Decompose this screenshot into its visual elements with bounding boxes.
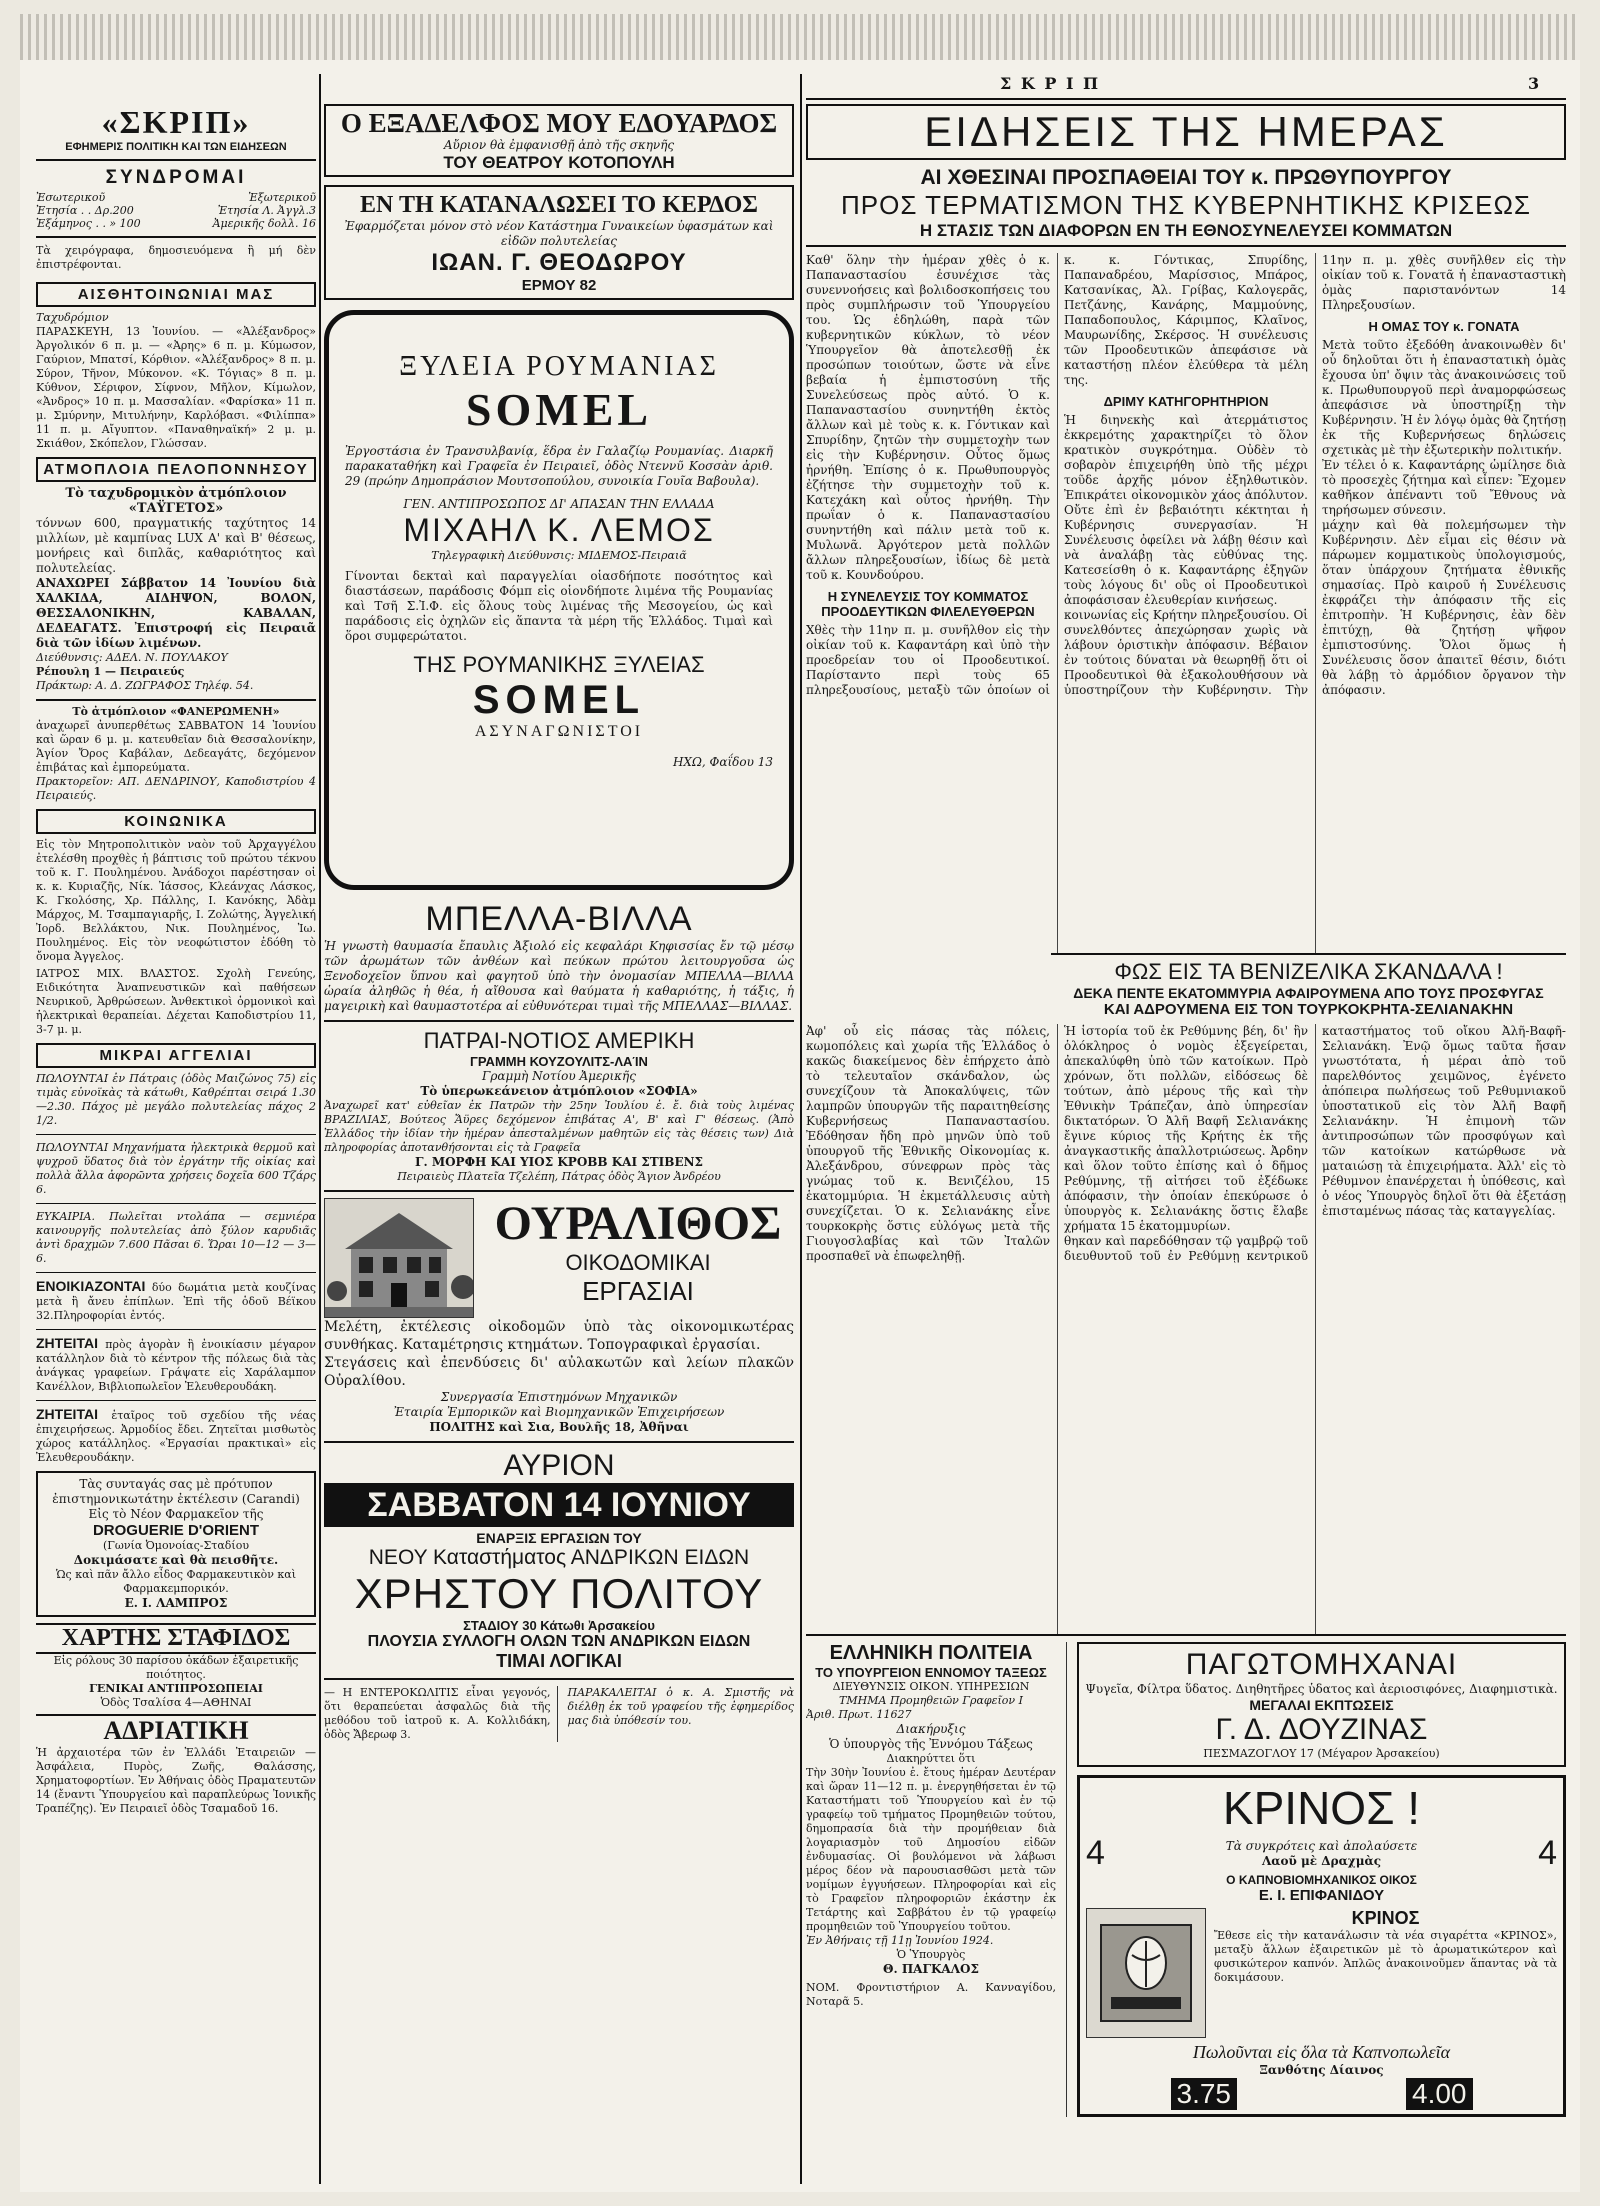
story-para-5: Μετὰ τοῦτο ἐξεδόθη ἀνακοινωθὲν δι' οὗ δηλοῦται ὅτι ἡ ἐπαναστατικὴ ὁμὰς ἔχουσα ὑπ' ὄψιν τὰς ἀνακοινώσεις τοῦ κ. Πρωθυπουργοῦ περὶ ἀναμορφώσεως ἀπεφάσισε νὰ ὑποστηρίξῃ τὴν Κυβέρνησιν. Ἡ ἐν λόγῳ ὁμὰς θὰ ζητήσῃ ἐκ τῆς Κυβερνήσεως δηλώσεις σχετικὰς μὲ τὴν ἐξωτερικὴν πολιτικήν.	[1322, 338, 1566, 457]
subs-row1-right: Ἐτησία Λ. Ἀγγλ.3	[217, 204, 316, 217]
small-ad-4-head: ΕΝΟΙΚΙΑΖΟΝΤΑΙ	[36, 1278, 146, 1294]
venizel-para-1: Ἀφ' οὗ εἰς πάσας τὰς πόλεις, κωμοπόλεις καὶ χωρία τῆς Ἑλλάδος ὁ κακῶς διακείμενος δὲν ἐπήρχετο ἀπὸ τὸ τελευταῖον σκάνδαλον, ὡς συνεχίζουν τὰ Ἀποκαλύψεις, τῶν λαμπρῶν ὑπουργῶν τῆς παραιτηθείσης Κυβερνήσεως Παπαναστασίου. Ἐδόθησαν ἤδη πρὸ μηνῶν ὑπὸ τοῦ ὑπουργοῦ τῆς Ἐθνικῆς Οἰκονομίας κ. Ἀλεξάνδρου, σύνεφρων πρὸς τὰς γνώμας τοῦ κ. Βενιζέλου, 15 ἑκατομμύρια. Ἡ ἐκμετάλλευσις αὐτὴ συνεχίζεται. Ὁ κ. Σελιανάκης εἶνε τουρκοκρὴς ὅστις εὐλόγως μετὰ τῆς Γιουγοσλαβίας καὶ τῶν Ἰταλῶν προσπαθεῖ νὰ ἐπωφεληθῇ.	[806, 1024, 1050, 1263]
state-sub-3: ΤΜΗΜΑ Προμηθειῶν Γραφεῖον Ι	[839, 1694, 1023, 1707]
somel-of: ΤΗΣ ΡΟΥΜΑΝΙΚΗΣ ΞΥΛΕΙΑΣ	[413, 652, 705, 677]
politis-tomorrow: ΑΥΡΙΟΝ	[503, 1449, 615, 1482]
politis-store: ΝΕΟΥ Καταστήματος ΑΝΔΡΙΚΩΝ ΕΙΔΩΝ	[368, 1546, 750, 1569]
politis-open: ΕΝΑΡΞΙΣ ΕΡΓΑΣΙΩΝ ΤΟΥ	[476, 1530, 642, 1546]
krinos-line: Τὰ συγκρότεις καὶ ἀπολαύσετε	[1225, 1838, 1418, 1853]
patras-sub: Γραμμὴ Νοτίου Ἀμερικῆς	[482, 1069, 636, 1083]
small-ad-4: δύο δωμάτια μετὰ κουζίνας μετὰ ἢ ἄνευ ἐπίπλων. Ἐπὶ τῆς ὁδοῦ Βέϊκου 32.Πληροφορίαι ἐντός.	[36, 1281, 316, 1322]
small-ad-3: ΕΥΚΑΙΡΙΑ. Πωλεῖται ντολάπα — σεμνιέρα καινουργῆς πολυτελείας ἀπὸ ξύλον καρυδιᾶς ἀντὶ δραχμῶν 7.600 Πᾶσαι 6. Ὥραι 10—12 — 3—6.	[36, 1210, 316, 1265]
raisin-paper-title: ΧΑΡΤΗΣ ΣΤΑΦΙΔΟΣ	[36, 1623, 316, 1654]
ouralithos-company: Ἐταιρία Ἐμπορικῶν καὶ Βιομηχανικῶν Ἐπιχειρήσεων	[393, 1405, 725, 1419]
small-ad-6-head: ΖΗΤΕΙΤΑΙ	[36, 1406, 98, 1422]
subs-domestic-head: Ἐσωτερικοῦ	[36, 191, 106, 204]
column-right	[806, 104, 1566, 2174]
profit-title: ΕΝ ΤΗ ΚΑΤΑΝΑΛΩΣΕΙ ΤΟ ΚΕΡΔΟΣ	[360, 192, 758, 218]
running-header: Σ Κ Ρ Ι Π	[1000, 74, 1101, 93]
ice-text: Ψυγεῖα, Φίλτρα ὕδατος. Διηθητῆρες ὑδατος καὶ ἀεριοσιφόνες, Διαφημιστικὰ.	[1085, 1682, 1558, 1696]
subs-row2-right: Ἀμερικῆς δολλ. 16	[212, 217, 316, 230]
story-para-3: Ἡ διηνεκὴς καὶ ἀτερμάτιστος ἐκκρεμότης χαρακτηρίζει τὸ ὅλον κρατικὸν συγκρότημα. Οὐδὲν τὸ σοβαρὸν ἐπιχειρήθη ὑπὸ τῆς μέχρι τοῦδε ἀρχῆς μόνον ἐξηλθωτικὸν. Ἐπικράτει οἰκονομικὸν χάος ἀπόλυτον. Οὔτε ἐπὶ ἐν βεβαιότητι κέκτηται ἡ Κυβέρνησις συνεργασίαν. Ἡ Συνέλευσις ὀφείλει νὰ λάβῃ θέσιν καὶ νὰ ἀναλάβῃ τὰς εὐθύνας της. Κατεσείσθη ὁ κ. Καφαντάρης ἐξηγῶν τοὺς λόγους δι' οὓς οἱ Προοδευτικοὶ ἀποφάσισαν ἐλευθερίαν κινήσεως.	[1064, 413, 1308, 607]
small-ad-1: ΠΩΛΟΥΝΤΑΙ ἐν Πάτραις (ὁδὸς Μαιζώνος 75) εἰς τιμὰς εὐνοϊκὰς τὰ κάτωθι, Καθρέπται σειρά 1.30—2.30. Πάχος μὲ μεγάλο πολυτελείας πάχος 2 1/2.	[36, 1072, 316, 1127]
krinos-types: Ξανθότης Δίαινος	[1259, 2063, 1384, 2077]
profit-address: ΕΡΜΟΥ 82	[521, 277, 597, 294]
state-declares: Διακηρύττει ὅτι	[886, 1752, 976, 1765]
raisin-paper-address: Ὁδὸς Τσαλίσα 4—ΑΘΗΝΑΙ	[100, 1696, 252, 1709]
masthead-subtitle: ΕΦΗΜΕΡΙΣ ΠΟΛΙΤΙΚΗ ΚΑΙ ΤΩΝ ΕΙΔΗΣΕΩΝ	[65, 141, 287, 153]
column-divider-1	[319, 74, 321, 2184]
faneromeni-agent: Πρακτορεῖον: ΑΠ. ΔΕΝΔΡΙΝΟΥ, Καποδιστρίου 4 Πειραιεύς.	[36, 775, 316, 802]
ouralithos-text-2: Στεγάσεις καὶ ἐπενδύσεις δι' αὐλακωτῶν καὶ λείων πλακῶν Οὐραλίθου.	[324, 1355, 794, 1389]
state-body: Τὴν 30ὴν Ἰουνίου ἐ. ἔτους ἡμέραν Δευτέραν καὶ ὥραν 11—12 π. μ. ἐνεργηθήσεται ἐν τῷ Καταστήματι τοῦ Ὑπουργείου καὶ ἐν τῷ γραφείῳ τοῦ τμήματος Προμηθειῶν τούτου, δημοπρασία διὰ τὴν προμήθειαν διὰ λογαριασμὸν τοῦ Δημοσίου εἰδῶν ἐνδυμασίας. Οἱ βουλόμενοι νὰ λάβωσι μέρος δέον νὰ παρουσιασθῶσι μετὰ τῶν νομίμων ἐγγυήσεων. Πληροφορίαι καὶ εἰς τὸ Γραφεῖον πληροφοριῶν ἑκάστην ἐκ Τετάρτης καὶ Σαββάτου ἐν τῷ γραφείῳ προμηθειῶν τοῦ Ὑπουργείου τοῦτου.	[806, 1766, 1056, 1933]
somel-echo: ΗΧΩ, Φαΐδου 13	[672, 755, 773, 769]
krinos-sell: Πωλοῦνται εἰς ὅλα τὰ Καπνοπωλεῖα	[1192, 2042, 1451, 2062]
small-ad-5: πρὸς ἀγορὰν ἢ ἐνοικίασιν μέγαρον κατάλληλον διὰ τὸ κέντρον τῆς πόλεως διὰ τὰς ἀνάγκας γραφείων. Γράψατε εἰς Χαράλαμπον Κανέλλον, Βιβλιοπωλεῖον Ἐλευθερουδάκη.	[36, 1338, 316, 1393]
story-para-1: Καθ' ὅλην τὴν ἡμέραν χθὲς ὁ κ. Παπαναστασίου ἐσυνέχισε τὰς συνεννοήσεις καὶ βολιδοσκοπήσεις του πρὸς συμπλήρωσιν τοῦ Ὑπουργείου του. Ὡς ἐδηλώθη, παρὰ τῶν κυβερνητικῶν κύκλων, τὸ νέον Ὑπουργεῖον θὰ ἀποτελεσθῇ ἐκ προσώπων τοιούτων, ὥστε νὰ εἶνε βεβαία ἡ ἐμπιστοσύνη τῆς Συνελεύσεως πρὸς αὐτό. Ὁ κ. Παπαναστασίου συνηντήθη ἐκτὸς ἄλλων καὶ μὲ τοὺς κ. κ. Γόντικαν καὶ Σπυρίδην, ζητῶν τὴν συμμετοχὴν των εἰς τὴν Κυβέρνησιν. Οὗτος ὅμως ἠρνήθη. Ἐπίσης ὁ κ. Πρωθυπουργὸς ἐζήτησε τὴν συμμετοχὴν τοῦ κ. Κατεχάκη καὶ οὗτος ἠρνήθη. Τὴν πρωΐαν ὁ κ. Παπαναστασίου συνηντήθη καὶ πάλιν μετὰ τοῦ κ. Μυλωνᾶ. Ἀργότερον μετὰ πολλῶν ἄλλων πληρεξουσίων, ἰδίως δὲ μετὰ τοῦ κ. Κουνδούρου.	[806, 253, 1050, 582]
column-middle	[324, 104, 794, 2174]
patras-agent: Γ. ΜΟΡΦΗ ΚΑΙ ΥΙΟΣ ΚΡΟΒΒ ΚΑΙ ΣΤΙΒΕΝΣ	[414, 1155, 704, 1169]
ouralithos-coop: Συνεργασία Ἐπιστημόνων Μηχανικῶν	[440, 1390, 678, 1404]
profit-ad	[324, 185, 794, 300]
politis-ad	[324, 1449, 794, 1672]
society-title: ΑΙΣΘΗΤΟΙΝΩΝΙΑΙ ΜΑΣ	[36, 282, 316, 307]
column-divider-2	[800, 74, 802, 2184]
adriatic-text: Ἡ ἀρχαιοτέρα τῶν ἐν Ἑλλάδι Ἐταιρειῶν — Ἀσφάλεια, Πυρὸς, Ζωῆς, Θαλάσσης, Χρηματοφορτίων. Ἐν Ἀθήναις ὁδὸς Πραματευτῶν 14 (ἔναντι Ὑπουργείου καὶ παραπλεύρως Ἰονικῆς Τραπέζης). Ἐν Πειραιεῖ ὁδὸς Τσαμαδοῦ 16.	[36, 1746, 316, 1815]
state-declaration: Διακήρυξις	[896, 1722, 966, 1736]
pharmacy-line: Εἰς τὸ Νέον Φαρμακεῖον τῆς	[88, 1507, 264, 1521]
state-notice	[806, 1642, 1056, 2117]
state-sub-2: ΔΙΕΥΘΥΝΣΙΣ ΟΙΚΟΝ. ΥΠΗΡΕΣΙΩΝ	[832, 1680, 1030, 1693]
ice-ad	[1077, 1642, 1566, 1767]
header-rule	[806, 98, 1566, 100]
ice-owner: Γ. Δ. ΔΟΥΖΙΝΑΣ	[1215, 1713, 1428, 1746]
ouralithos-title: ΟΥΡΑΛΙΘΟΣ	[494, 1197, 782, 1250]
patras-text: Ἀναχωρεῖ κατ' εὐθεῖαν ἐκ Πατρῶν τὴν 25ην Ἰουλίου ἐ. ἔ. διὰ τοὺς λιμένας ΒΡΑΖΙΛΙΑΣ, Βούτεος Ἄϋρες δεχόμενον ἐπιβάτας Α', Β' καὶ Γ' θέσεως. (Ἀπὸ Ἑλλάδος τὴν ἰδίαν τὴν ἡμέραν ἀπεσταλμένων μαθητῶν εἰς τὰς θέσεις των) Διὰ πληροφορίας ἀποτανθήσονται εἰς τὰ Γραφεῖα	[324, 1099, 794, 1154]
ouralithos-address: ΠΟΛΙΤΗΣ καὶ Σια, Βουλῆς 18, Ἀθῆναι	[429, 1420, 689, 1434]
politis-prices: ΤΙΜΑΙ ΛΟΓΙΚΑΙ	[496, 1651, 622, 1671]
state-sign: Ὁ Ὑπουργὸς	[896, 1948, 966, 1961]
small-ad-6: ἑταῖρος τοῦ σχεδίου τῆς νέας ἐπιχειρήσεως. Ἀρμοδίος ἔδει. Ζητεῖται μισθωτὸς χώρος κατάλληλος. «Ἐργασίαι πρακτικαὶ» εἰς Ἐλευθερουδάκην.	[36, 1409, 316, 1464]
footer-right-note: ΠΑΡΑΚΑΛΕΙΤΑΙ ὁ κ. Α. Σμιστῆς νὰ διέλθῃ ἐκ τοῦ γραφείου τῆς ἐφημερίδος μας διὰ ὑπόθεσίν του.	[567, 1686, 794, 1727]
profit-text: Ἐφαρμόζεται μόνον στὸ νέον Κατάστημα Γυναικείων ὑφασμάτων καὶ εἰδῶν πολυτελείας	[344, 219, 774, 248]
somel-title: ΞΥΛΕΙΑ ΡΟΥΜΑΝΙΑΣ	[399, 351, 719, 382]
theatre-sub: Αὔριον θὰ ἐμφανισθῇ ἀπὸ τῆς σκηνῆς	[443, 138, 675, 152]
ouralithos-sub: ΟΙΚΟΔΟΜΙΚΑΙ	[565, 1250, 711, 1275]
krinos-left-number: 4	[1086, 1834, 1105, 1872]
venizel-story	[1051, 953, 1566, 1018]
politis-address: ΣΤΑΔΙΟΥ 30 Κάτωθι Ἀρσακείου	[463, 1618, 655, 1633]
ice-address: ΠΕΣΜΑΖΟΓΛΟΥ 17 (Μέγαρον Ἀρσακείου)	[1203, 1747, 1440, 1760]
krinos-price-1: 3.75	[1171, 2078, 1238, 2110]
faneromeni-text: ἀναχωρεῖ ἀνυπερθέτως ΣΑΒΒΑΤΟΝ 14 Ἰουνίου καὶ ὥραν 6 μ. μ. κατευθεῖαν διὰ Θεσσαλονίκην, Ἁγίον Ὄρος Καβάλαν, Δεδεαγάτς, δεχόμενον ἐπιβάτας καὶ ἐμπορεύματα.	[36, 719, 316, 774]
krinos-text: Ἔθεσε εἰς τὴν κατανάλωσιν τὰ νέα σιγαρέττα «ΚΡΙΝΟΣ», μεταξὺ ἄλλων ἐξαιρετικῶν μὲ τὸ ἀρωματικώτερον καὶ φυσικώτερον καπνόν. Ἁπλῶς ἀνακοινοῦμεν ἅπαντας νὰ τὰ δοκιμάσουν.	[1214, 1929, 1557, 1984]
venizel-body	[806, 1024, 1566, 1634]
story-para-7: μάχην καὶ θὰ πολεμήσωμεν τὴν Κυβέρνησιν. Δὲν εἶμαι εἰς θέσιν νὰ πάρωμεν κομματικοὺς ὑπολογισμούς, ὅταν ὑπάρχουν ζητήματα ἐθνικῆς σημασίας. Πρὸ καιροῦ ἡ Συνέλευσις ἐκφράζει τὴν ἀπόφασιν τῆς εἰς ἐπιτροπὴν. Ἡ Κυβέρνησις, ἐὰν δὲν ἐπιτύχῃ, θὰ ζητήσῃ ψῆφον ἐμπιστοσύνης. Ὅλοι ὅμως ἡ Συνέλευσις ὅσον ἀπαιτεῖ θέσιν, διότι θὰ λάβῃ τὸ ἀρμόδιον ὄργανον τὴν ἀπόφασιν.	[1322, 518, 1566, 697]
faneromeni-title: Τὸ ἀτμόπλοιον «ΦΑΝΕΡΩΜΕΝΗ»	[72, 705, 280, 718]
theatre-ad	[324, 104, 794, 177]
venizel-sub: ΔΕΚΑ ΠΕΝΤΕ ΕΚΑΤΟΜΜΥΡΙΑ ΑΦΑΙΡΟΥΜΕΝΑ ΑΠΟ ΤΟΥΣ ΠΡΟΣΦΥΓΑΣ	[1073, 985, 1544, 1001]
raisin-paper-agent: ΓΕΝΙΚΑΙ ΑΝΤΙΠΡΟΣΩΠΕΙΑΙ	[89, 1682, 263, 1695]
krinos-brand: ΚΡΙΝΟΣ	[1351, 1908, 1420, 1928]
profit-owner: ΙΩΑΝ. Γ. ΘΕΟΔΩΡΟΥ	[431, 249, 687, 276]
story-para-6: Ἐν τέλει ὁ κ. Καφαντάρης ὡμίλησε διὰ τὸ προσεχὲς ζήτημα καὶ εἶπεν: Ἔχομεν καθῆκον ἀπέναντι τοῦ Ἔθνους νὰ τηρήσωμεν σύνεσιν.	[1322, 458, 1566, 517]
krinos-owner: Ε. Ι. ΕΠΙΦΑΝΙΔΟΥ	[1258, 1887, 1385, 1904]
social-text: Εἰς τὸν Μητροπολιτικὸν ναὸν τοῦ Ἀρχαγγέλου ἐτελέσθη προχθὲς ἡ βάπτισις τοῦ πρώτου τέκνου τοῦ κ. Γ. Πουλημένου. Ἀνάδοχοι παρέστησαν οἱ κ. κ. Κυριαζῆς, Νίκ. Ἰάσσος, Κλεάνχας Λάσκος, Κ. Γκολόσης, Χρ. Πάλλης, Ι. Κανόκης, Ἀδὰμ Μάρχος, Μ. Τσαμπαγιαρῆς, Ι. Ζολώτης, Ἀγγελική Ἰορδ. Βελλάκτου, Νικ. Πουλημένος, Ἰω. Πουλημένος. Εἰς τὸν νεοφώτιστον ἐδόθη τὸ ὄνομα Ἀγγελος.	[36, 838, 316, 963]
story-para-2: Χθὲς τὴν 11ην π. μ. συνῆλθον εἰς τὴν οἰκίαν τοῦ κ. Καφαντάρη καὶ ὑπὸ τὴν προεδρείαν του οἱ Προοδευτικοί. Παρίσταντο περὶ τοὺς 65 πληρεξουσίους, μεταξὺ τῶν ὁποίων οἱ κ. κ. Γόντικας, Σπυρίδης, Παπαναδρέου, Μαρίσσιος, Μπάρος, Κατσανίκας, Ἀλ. Γρίβας, Καλογερᾶς, Πετζάνης, Κανάρης, Μαμμούνης, Παπαδοπουλος, Κάριμπος, Κλαῖνος, Μαυρωνίδης, Σκέρσος. Ἡ συνέλευσις τῶν Προοδευτικῶν ἀπεφάσισε νὰ καταστήσῃ πλέον ἐλεύθερα τὰ μέλη της.	[806, 253, 1308, 697]
doctor-text: ΙΑΤΡΟΣ ΜΙΧ. ΒΛΑΣΤΟΣ. Σχολὴ Γενεύης, Ειδικότητα Ἀναπνευστικῶν καὶ παθήσεων Νευρικοῦ, Ἀρθρώσεων. Ἀνθεκτικοὶ ὁρμονικοὶ καὶ ἡλεκτρικαὶ θεραπείαι. Δέχεται Καποδιστρίου 11, 3-7 μ. μ.	[36, 967, 316, 1036]
scan-noise-strip	[20, 14, 1580, 60]
ship-address: Ρέπουλη 1 — Πειραιεύς	[36, 665, 185, 678]
column-left	[36, 104, 316, 2174]
somel-ad	[324, 310, 794, 890]
story-subhead-2: ΔΡΙΜΥ ΚΑΤΗΓΟΡΗΤΗΡΙΟΝ	[1103, 394, 1269, 409]
somel-brand: SOMEL	[465, 384, 653, 435]
newspaper-page	[20, 14, 1580, 2192]
ouralithos-sub-2: ΕΡΓΑΣΙΑΙ	[582, 1276, 694, 1306]
subs-row2-left: Ἑξάμηνος . . » 100	[36, 217, 141, 230]
state-number: Ἀριθ. Πρωτ. 11627	[806, 1708, 912, 1721]
news-title: ΕΙΔΗΣΕΙΣ ΤΗΣ ΗΜΕΡΑΣ	[806, 104, 1566, 160]
state-title: ΕΛΛΗΝΙΚΗ ΠΟΛΙΤΕΙΑ	[829, 1642, 1033, 1664]
theatre-title: Ο ΕΞΑΔΕΛΦΟΣ ΜΟΥ ΕΔΟΥΑΡΔΟΣ	[340, 108, 778, 138]
somel-agent: ΓΕΝ. ΑΝΤΙΠΡΟΣΩΠΟΣ ΔΙ' ΑΠΑΣΑΝ ΤΗΝ ΕΛΛΑΔΑ	[403, 497, 715, 511]
society-text: ΠΑΡΑΣΚΕΥΗ, 13 Ἰουνίου. — «Ἀλέξανδρος» Ἀργολικόν 6 π. μ. — «Ἀρης» 6 π. μ. Κύμωσον, Γαύριον, Μπατσί, Κόρθιον. «Ἀλέξανδρος» 8 π. μ. Σύρον, Τῆνον, Μύκονον. «Κ. Τόγιας» 8 π. μ. Κύθνον, Σέριφον, Σίφνον, Μῆλον, Κίμωλον, «Ἀνδρος» 10 π. μ. Μασσαλίαν. «Φαρίσκα» 11 π. μ. Σμύρνην, Μιτυλήνην, Καρλόβασι. «Φιλίππα» 11 π. μ. Αἴγυπτον. «Παναθηναϊκή» 2 μ. μ. Σκιάθον, Σκόπελον, Γλώσσαν.	[36, 325, 316, 450]
story-subhead-3: Η ΟΜΑΣ ΤΟΥ κ. ΓΟΝΑΤΑ	[1368, 319, 1520, 334]
somel-brand-2: SOMEL	[472, 678, 646, 722]
politis-name: ΧΡΗΣΤΟΥ ΠΟΛΙΤΟΥ	[354, 1570, 764, 1617]
politis-collection: ΠΛΟΥΣΙΑ ΣΥΛΛΟΓΗ ΟΛΩΝ ΤΩΝ ΑΝΔΡΙΚΩΝ ΕΙΔΩΝ	[367, 1633, 751, 1650]
ship-ad-title: ΑΤΜΟΠΛΟΙΑ ΠΕΛΟΠΟΝΝΗΣΟΥ	[36, 457, 316, 482]
patras-ship: Τὸ ὑπερωκεάνειον ἀτμόπλοιον «ΣΟΦΙΑ»	[420, 1084, 698, 1098]
state-who: Ὁ ὑπουργὸς τῆς Ἐννόμου Τάξεως	[829, 1737, 1033, 1751]
venizel-para-3: θηκαν καὶ παρεδόθησαν τῷ γαμβρῷ τοῦ διευθυντοῦ τοῦ ἐν Ρεθύμνῃ κεντρικοῦ καταστήματος τοῦ οἴκου Ἀλῆ-Βαφῆ-Σελιανάκη. Ἐνῷ ὅμως ταῦτα ἤσαν γνωστότατα, ἡ μέραι ἀπὸ τοῦ παρελθόντος χειμῶνος, ἐγένετο ἀπόπειρα πωλήσεως τοῦ Ρεθυμνιακοῦ ὑποστατικοῦ εἰς τὸν Ἀλῆ Βαφῆ Σελιανάκην. Ἡ ἐπιμονὴ τῶν ἀντιπροσώπων τῶν προσφύγων καὶ τῶν κατοίκων κατώρθωσε νὰ ματαιώσῃ τὰ ἐπιχειρήματα. Ἀλλ' εἰς τὸ Ρέθυμνον ἐπανέρχεται ἡ ὑπόθεσις, καὶ ὁ νέος Ὑπουργὸς δηλοῖ ὅτι θὰ ἐξετάσῃ ἐπισταμένως πάσας τὰς καταγγελίας.	[1064, 1024, 1566, 1263]
news-head-2: ΠΡΟΣ ΤΕΡΜΑΤΙΣΜΟΝ ΤΗΣ ΚΥΒΕΡΝΗΤΙΚΗΣ ΚΡΙΣΕΩΣ	[841, 190, 1531, 220]
story-subhead-1: Η ΣΥΝΕΛΕΥΣΙΣ ΤΟΥ ΚΟΜΜΑΤΟΣ ΠΡΟΟΔΕΥΤΙΚΩΝ ΦΙΛΕΛΕΥΘΕΡΩΝ	[821, 589, 1035, 619]
venizel-sub-2: ΚΑΙ ΑΔΡΟΥΜΕΝΑ ΕΙΣ ΤΟΝ ΤΟΥΡΚΟΚΡΗΤΑ-ΣΕΛΙΑΝΑΚΗΝ	[1103, 1001, 1514, 1018]
pharmacy-try: Δοκιμάσατε καὶ θὰ πεισθῆτε.	[73, 1553, 279, 1567]
somel-body: Γίνονται δεκταὶ καὶ παραγγελίαι οἱασδήποτε ποσότητος καὶ διαστάσεων, παράδοσις Φόμπ εἰς οἱονδήποτε λιμένα τῆς Ρουμανίας καὶ Τσῆ Σ.Ἰ.Φ. εἰς ὅλους τοὺς λιμένας τῆς Μεσογείου, ὡς καὶ παράδοσις εἰς ὀχηλῶν εἰς ἅπαντα τὰ μέρη τῆς Ἑλλάδος. Τιμαὶ καὶ ὅροι συμφερώτατοι.	[345, 569, 773, 643]
subscriptions-title: ΣΥΝΔΡΟΜΑΙ	[105, 167, 247, 188]
krinos-house: Ο ΚΑΠΝΟΒΙΟΜΗΧΑΝΙΚΟΣ ΟΙΚΟΣ	[1226, 1873, 1417, 1887]
ouralithos-text: Μελέτη, ἐκτέλεσις οἰκοδομῶν ὑπὸ τὰς οἰκονομικωτέρας συνθήκας. Καταμέτρησις κτημάτων. Τοπογραφικαὶ ἐργασίαι.	[324, 1319, 794, 1353]
footer-print-note: ΝΟΜ. Φροντιστήριον Α. Κανναγίδου, Νοταρᾶ 5.	[806, 1981, 1056, 2008]
story-para-4: κοινωνίας εἰς Κρήτην πληρεξουσίου. Οἱ συνελθόντες ἀπεχώρησαν χωρὶς νὰ λάβουν ὁριστικὴν ἀπόφασιν. Βέβαιον ἐν τούτοις δύναται νὰ θεωρηθῇ ὅτι οἱ Προοδευτικοὶ θὰ ἐξακολουθήσουν νὰ ὑποστηρίζουν τὴν Κυβέρνησιν. Τὴν 11ην π. μ. χθὲς συνῆλθεν εἰς τὴν οἰκίαν τοῦ κ. Γονατᾶ ἡ ἐπανασταστικὴ ὁμὰς παριστανόντων 14 Πληρεξουσίων.	[1064, 253, 1566, 697]
venizel-para-2: Ἡ ἱστορία τοῦ ἐκ Ρεθύμνης βέη, δι' ἣν ὁλόκληρος ὁ νομὸς ἐξεγείρεται, ἀπεκαλύφθη ὑπὸ τῶν κατοίκων. Πρὸ χρόνων, ὅτι πολλῶν, εἰδόσεως δὲ τούτων, ἀπὸ μέρους τῆς καὶ τὴν Ἐθνικὴν Τράπεζαν, ἀπὸ ὑπηρεσίαν δικτατόρων. Ὁ Ἀλῆ Βαφῆ Σελιανάκης ἔγινε κύριος τῆς Κρήτης ἐκ τῆς ἀναγκαστικῆς ἀπαλλοτριώσεως. Ἀρδην καὶ ὅλον τοῦτο ἐπίσης καὶ ὁ δῆμος Ρεθύμνης, τῇ αἰτήσει τοῦ ἐξέδωκε ἀπόφασιν, τὴν ὁποίαν ἐπεκύρωσε ὁ ὑπουργὸς κ. Σελιανάκης ὅστις ἔλαβε χρήματα 15 ἑκατομμυρίων.	[1064, 1024, 1308, 1233]
krinos-pack-illustration	[1086, 1908, 1206, 2038]
somel-telegraph: Τηλεγραφικὴ Διεύθυνσις: ΜΙΔΕΜΟΣ-Πειραιᾶ	[431, 549, 687, 562]
adriatic-title: ΑΔΡΙΑΤΙΚΗ	[36, 1714, 316, 1746]
somel-text: Ἐργοστάσια ἐν Τρανσυλβανίᾳ, ἕδρα ἐν Γαλαζίῳ Ρουμανίας. Διαρκῆ παρακαταθήκη καὶ Γραφεῖα ἐν Πειραιεῖ, ὁδὸς Ντεννῦ Κοσσὰν ἀριθ. 29 (πρώην Δημοπράσιον Μουτσοπούλου, συνοικία Γουῖα Βαβουλα).	[345, 444, 773, 488]
news-head-1: ΑΙ ΧΘΕΣΙΝΑΙ ΠΡΟΣΠΑΘΕΙΑΙ ΤΟΥ κ. ΠΡΩΘΥΠΟΥΡΓΟΥ	[920, 166, 1452, 189]
krinos-offer: Λαοῦ μὲ Δραχμὰς	[1261, 1853, 1382, 1868]
somel-rep-name: ΜΙΧΑΗΛ Κ. ΛΕΜΟΣ	[403, 512, 715, 548]
cabinet-story	[806, 253, 1566, 953]
subs-row1-left: Ἐτησία . . Δρ.200	[36, 204, 134, 217]
state-date: Ἐν Ἀθήναις τῇ 11ῃ Ἰουνίου 1924.	[806, 1934, 994, 1947]
ice-title: ΠΑΓΩΤΟΜΗΧΑΝΑΙ	[1185, 1648, 1458, 1681]
ship-text: τόννων 600, πραγματικής ταχύτητος 14 μιλλίων, μὲ καμπίνας LUX Α' καὶ Β' θέσεως, μονήρεις καὶ διπλᾶς, καθαριότητος καὶ πολυτελείας.	[36, 516, 316, 575]
footer-left-note: — Η ΕΝΤΕΡΟΚΩΛΙΤΙΣ εἶναι γεγονός, ὅτι θεραπεύεται ἀσφαλῶς διὰ τῆς μεθόδου τοῦ ἰατροῦ κ. Α. Κολλιδάκη, ὁδὸς Ἄβερωφ 3.	[324, 1686, 558, 1742]
news-head-3: Η ΣΤΑΣΙΣ ΤΩΝ ΔΙΑΦΟΡΩΝ ΕΝ ΤΗ ΕΘΝΟΣΥΝΕΛΕΥΣΕΙ ΚΟΜΜΑΤΩΝ	[806, 221, 1566, 247]
society-label: Ταχυδρόμιον	[36, 311, 109, 324]
pharmacy-name: DROGUERIE D'ORIENT	[92, 1522, 260, 1539]
theatre-place: ΤΟΥ ΘΕΑΤΡΟΥ ΚΟΤΟΠΟΥΛΗ	[443, 153, 675, 172]
pharmacy-items: Ὡς καὶ πᾶν ἄλλο εἶδος Φαρμακευτικὸν καὶ Φαρμακεμπορικόν.	[55, 1568, 297, 1595]
ship-agent: Πράκτωρ: Α. Δ. ΖΩΓΡΑΦΟΣ Τηλέφ. 54.	[36, 679, 254, 692]
state-sub: ΤΟ ΥΠΟΥΡΓΕΙΟΝ ΕΝΝΟΜΟΥ ΤΑΞΕΩΣ	[815, 1665, 1047, 1680]
pharmacy-address: (Γωνία Ὀμονοίας-Σταδίου	[102, 1539, 250, 1552]
state-minister: Θ. ΠΑΓΚΑΛΟΣ	[883, 1962, 979, 1976]
ship-departure: ΑΝΑΧΩΡΕΙ Σάββατον 14 Ἰουνίου διὰ ΧΑΛΚΙΔΑ, ΑΙΔΗΨΟΝ, ΒΟΛΟΝ, ΘΕΣΣΑΛΟΝΙΚΗΝ, ΚΑΒΑΛΑΝ, ΔΕΔΕΑΓΑΤΣ. Ἐπιστροφή εἰς Πειραιᾶ διὰ τῶν ἰδίων λιμένων.	[36, 576, 316, 650]
small-ad-2: ΠΩΛΟΥΝΤΑΙ Μηχανήματα ἠλεκτρικὰ θερμοῦ καὶ ψυχροῦ ὕδατος διὰ τὸν ἐργάτην τῆς οἰκίας καὶ πολλὰ ἄλλα ἀφορῶντα χρήσεις δοχεῖα 600 Τζάρς 6.	[36, 1141, 316, 1196]
subs-foreign-head: Ἐξωτερικοῦ	[248, 191, 316, 204]
manuscripts-note: Τὰ χειρόγραφα, δημοσιευόμενα ἢ μή δὲν ἐπιστρέφονται.	[36, 244, 316, 271]
bella-title: ΜΠΕΛΛΑ-ΒΙΛΛΑ	[425, 900, 693, 938]
pharmacy-owner: Ε. Ι. ΛΑΜΠΡΟΣ	[124, 1596, 228, 1610]
small-ads-title: ΜΙΚΡΑΙ ΑΓΓΕΛΙΑΙ	[36, 1043, 316, 1068]
raisin-paper-text: Εἰς ρόλους 30 παρίσου ὁκάδων ἐξαιρετικῆς ποιότητος.	[53, 1654, 299, 1681]
patras-line: ΓΡΑΜΜΗ ΚΟΥΖΟΥΛΙΤΣ-ΛΑΊΝ	[470, 1054, 648, 1069]
venizel-title: ΦΩΣ ΕΙΣ ΤΑ ΒΕΝΙΖΕΛΙΚΑ ΣΚΑΝΔΑΛΑ !	[1114, 959, 1503, 984]
krinos-price-2: 4.00	[1406, 2078, 1473, 2110]
pharmacy-ad	[36, 1471, 316, 1617]
masthead-title: «ΣΚΡΙΠ»	[101, 104, 251, 140]
patras-title: ΠΑΤΡΑΙ-ΝΟΤΙΟΣ ΑΜΕΡΙΚΗ	[423, 1028, 695, 1053]
bella-text: Ἡ γνωστὴ θαυμασία ἔπαυλις Ἀξιολό εἰς κεφαλάρι Κηφισσίας ἔν τῷ μέσῳ τῶν ἀρωμάτων τῶν ἀνθέων καὶ πεύκων πρώτου λειτουργοῦσα ὡς Ξενοδοχεῖον ὕπνου καὶ φαγητοῦ ὑπὸ τὴν ὀνομασίαν ΜΠΕΛΛΑ—ΒΙΛΛΑ ὡραία ἀληθῶς ἡ θέα, ἡ αἴθουσα καὶ θαύματα ἡ καθαριότης, ἡ τάξις, ἡ μαγειρικὴ καὶ θαυμαστοτέρα αἱ εὐθυνότεραι τιμαὶ τῆς ΜΠΕΛΛΑΣ—ΒΙΛΛΑΣ.	[324, 939, 794, 1013]
somel-slogan: ΑΣΥΝΑΓΩΝΙΣΤΟΙ	[474, 723, 644, 740]
krinos-ad	[1077, 1775, 1566, 2117]
pharmacy-lead: Τὰς συνταγάς σας μὲ πρότυπον ἐπιστημονικωτάτην ἐκτέλεσιν (Carandi)	[52, 1477, 300, 1506]
ship-direction: Διεύθυνσις: ΑΔΕΛ. Ν. ΠΟΥΛΑΚΟΥ	[36, 651, 228, 664]
ship-name: Τὸ ταχυδρομικὸν ἀτμόπλοιον «ΤΑΫΓΕΤΟΣ»	[65, 486, 287, 516]
page-number: 3	[1528, 74, 1542, 93]
krinos-right-number: 4	[1538, 1834, 1557, 1872]
ice-sale: ΜΕΓΑΛΑΙ ΕΚΠΤΩΣΕΙΣ	[1249, 1697, 1394, 1713]
krinos-title: ΚΡΙΝΟΣ !	[1222, 1782, 1421, 1834]
small-ad-5-head: ΖΗΤΕΙΤΑΙ	[36, 1335, 98, 1351]
politis-date: ΣΑΒΒΑΤΟΝ 14 ΙΟΥΝΙΟΥ	[324, 1483, 794, 1527]
building-illustration	[324, 1198, 474, 1318]
patras-address: Πειραιεὺς Πλατεῖα Τζελέπη, Πάτρας ὁδὸς Ἅγιον Ἀνδρέου	[397, 1170, 721, 1183]
ouralithos-ad	[324, 1198, 794, 1318]
social-title: ΚΟΙΝΩΝΙΚΑ	[36, 809, 316, 834]
